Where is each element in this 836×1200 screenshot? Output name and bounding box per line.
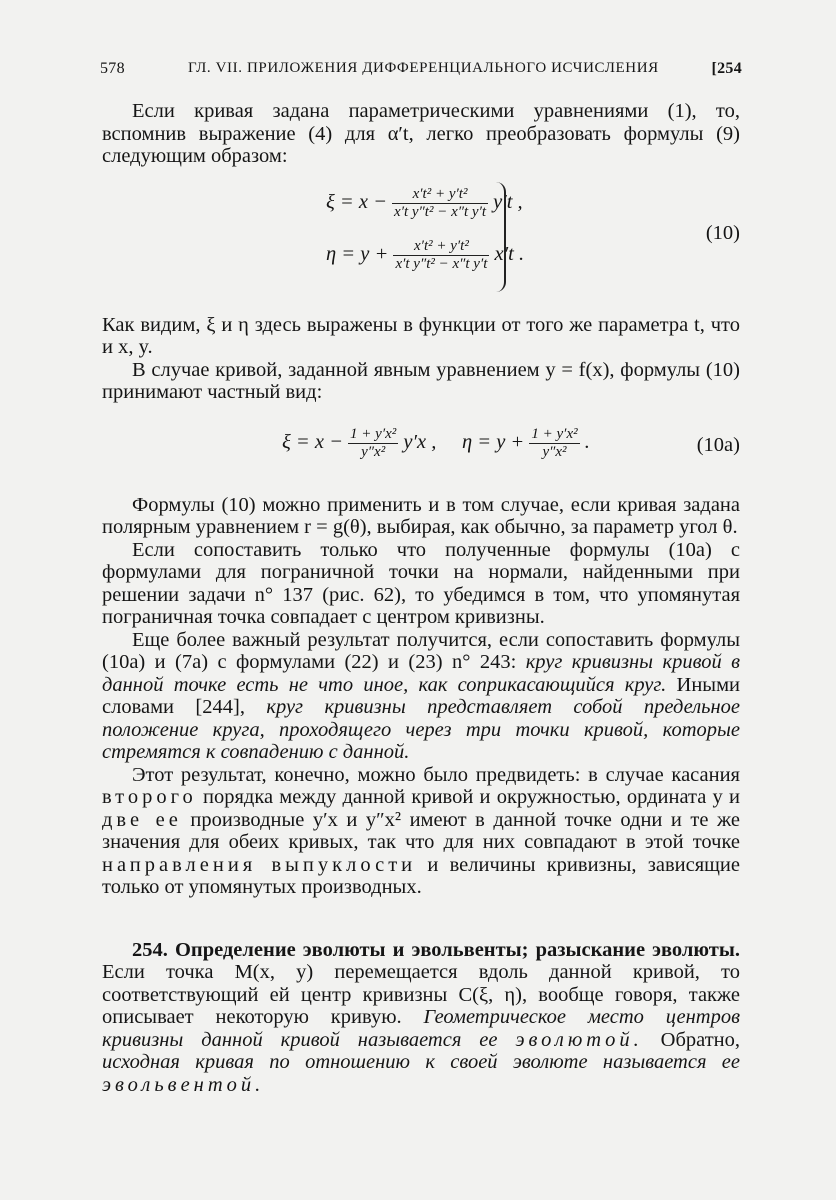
section-254: 254. Определение эволюты и эвольвенты; разыскание эволюты. Если точка M(x, y) перемещается вдоль данной кривой, то соответствующий ей центр кривизны C(ξ, η), вообще говоря, также описывает некоторую кривую. Геометрическое место центров кривизны данной кривой называется ее эволютой. Обратно, исходная кривая по отношению к своей эволюте называется ее эвольвентой. bbox=[102, 938, 741, 1096]
equation-10 bbox=[102, 176, 740, 300]
fraction: $\frac{\text{1 + y′x²}}{\text{y″x²}}$ bbox=[350, 425, 397, 460]
page-body bbox=[102, 100, 740, 1096]
section-gap bbox=[102, 899, 740, 939]
equation-10a-line: ξ = x − $\frac{\text{1 + y′x²}}{\text{y″x²}}$ y′x , η = y + $\frac{\text{1 + y′x²}}{\text{y″x²}}$ . bbox=[282, 425, 590, 460]
paragraph-6: Еще более важный результат получится, если сопоставить формулы (10a) и (7a) с формулами (22) и (23) n° 243: круг кривизны кривой в данной точке есть не что иное, как соприкасающийся круг. Иными словами [244], круг кривизны представляет собой предельное положение круга, проходящего через три точки кривой, которые стремятся к совпадению с данной. bbox=[102, 628, 741, 763]
paragraph-5: Если сопоставить только что полученные формулы (10a) с формулами для пограничной точки на нормали, найденными при решении задачи n° 137 (рис. 62), то убедимся в том, что упомянутая пограничная точка совпадает с центром кривизны. bbox=[102, 538, 740, 628]
paragraph-3: В случае кривой, заданной явным уравнением y = f(x), формулы (10) принимают частный вид: bbox=[102, 358, 740, 403]
paragraph-2: Как видим, ξ и η здесь выражены в функции от того же параметра t, что и x, y. bbox=[102, 313, 740, 358]
section-number: [254 bbox=[711, 60, 742, 77]
fraction: $\frac{\text{x′t² + y′t²}}{\text{x′t y″t² − x″t y′t}}$ bbox=[394, 185, 487, 220]
equation-number-10: (10) bbox=[705, 221, 740, 244]
equation-10-line-1: ξ = x − $\frac{\text{x′t² + y′t²}}{\text{x′t y″t² − x″t y′t}}$ y′t , bbox=[326, 185, 523, 220]
paragraph-1: Если кривая задана параметрическими уравнениями (1), то, вспомнив выражение (4) для α′t, легко преобразовать формулы (9) следующим образом: bbox=[102, 100, 740, 167]
section-heading: 254. Определение эволюты и эвольвенты; разыскание эволюты. bbox=[132, 938, 740, 961]
equation-10a bbox=[102, 422, 740, 472]
paragraph-7: Этот результат, конечно, можно было предвидеть: в случае касания второго порядка между данной кривой и окружностью, ордината y и две ее производные y′x и y″x² имеют в данной точке одни и те же значения для обеих кривых, так что для них совпадают в этой точке направления выпуклости и величины кривизны, зависящие только от упомянутых производных. bbox=[102, 763, 740, 898]
running-title: ГЛ. VII. ПРИЛОЖЕНИЯ ДИФФЕРЕНЦИАЛЬНОГО ИСЧИСЛЕНИЯ bbox=[188, 60, 659, 76]
paragraph-4: Формулы (10) можно применить и в том случае, если кривая задана полярным уравнением r = g(θ), выбирая, как обычно, за параметр угол θ. bbox=[102, 493, 740, 538]
equation-number-10a: (10a) bbox=[696, 433, 740, 456]
fraction: $\frac{\text{1 + y′x²}}{\text{y″x²}}$ bbox=[531, 425, 578, 460]
equation-10-line-2: η = y + $\frac{\text{x′t² + y′t²}}{\text{x′t y″t² − x″t y′t}}$ x′t . bbox=[326, 237, 525, 272]
right-brace bbox=[494, 182, 506, 292]
page-number: 578 bbox=[100, 60, 125, 77]
fraction: $\frac{\text{x′t² + y′t²}}{\text{x′t y″t² − x″t y′t}}$ bbox=[395, 237, 488, 272]
